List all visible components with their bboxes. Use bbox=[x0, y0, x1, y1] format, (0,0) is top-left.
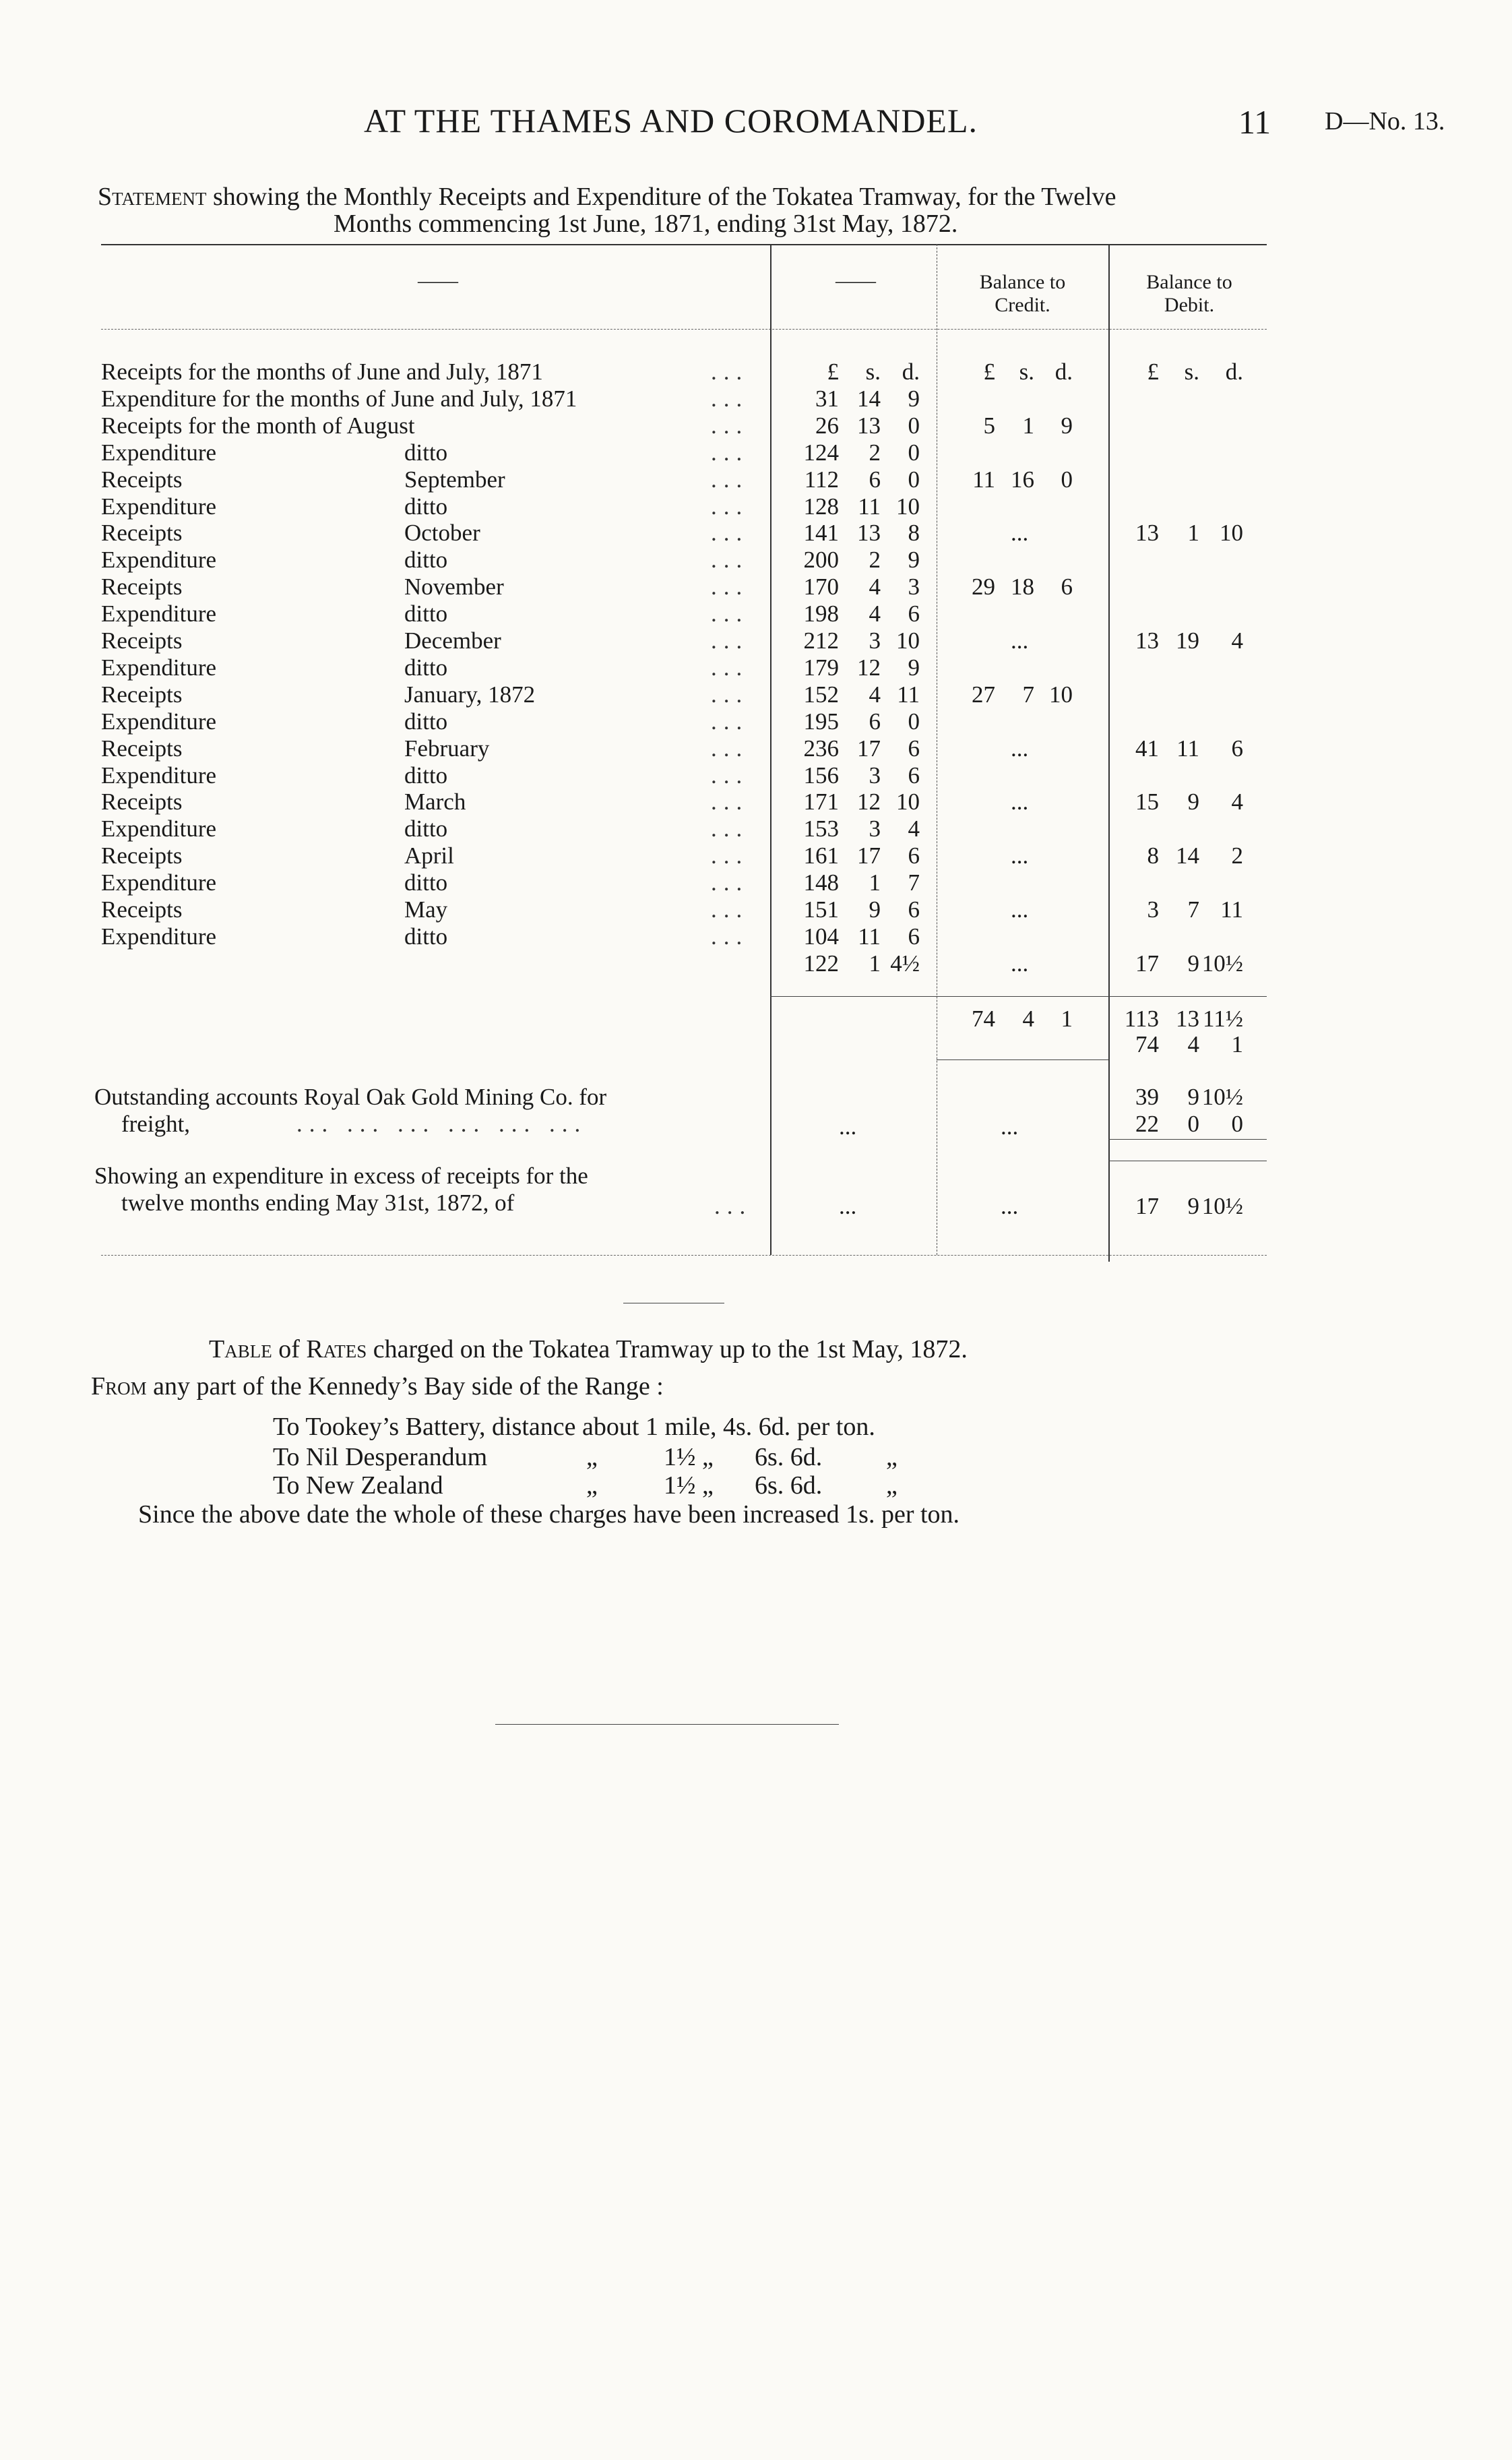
row-debit-shillings: 9 bbox=[1187, 789, 1199, 816]
total-debit-pence: 11½ bbox=[1203, 1006, 1243, 1032]
total-debit-less-pounds: 74 bbox=[1135, 1031, 1159, 1057]
row-debit-pence: 4 bbox=[1231, 789, 1243, 816]
row-credit-dots: ... bbox=[1011, 950, 1029, 977]
row-label: Expenditure bbox=[101, 869, 217, 896]
row-amount-pounds: 179 bbox=[803, 654, 839, 681]
row-amount-pence: 6 bbox=[908, 896, 920, 923]
row-month: ditto bbox=[404, 547, 448, 574]
row-label: Receipts bbox=[101, 627, 183, 654]
row-label: Receipts bbox=[101, 520, 183, 547]
row-credit-shillings: 16 bbox=[1011, 466, 1034, 493]
table-bottom-rule bbox=[101, 1255, 1267, 1256]
amount-unit-shillings: s. bbox=[865, 359, 881, 385]
row-amount-shillings: 3 bbox=[869, 762, 881, 789]
table-top-rule bbox=[101, 244, 1267, 245]
row-label: Receipts for the month of August bbox=[101, 412, 415, 439]
row-credit-dots: ... bbox=[1011, 842, 1029, 869]
row-leader-dots: ... bbox=[711, 520, 749, 547]
row-credit-shillings: 1 bbox=[1022, 412, 1034, 439]
row-debit-pounds: 15 bbox=[1135, 789, 1159, 816]
rates-from-text: any part of the Kennedy’s Bay side of the Range : bbox=[146, 1372, 664, 1401]
row-amount-pounds: 236 bbox=[803, 735, 839, 762]
rates-title bbox=[209, 1334, 968, 1364]
row-debit-pounds: 41 bbox=[1135, 735, 1159, 762]
row-amount-shillings: 13 bbox=[857, 520, 881, 547]
rates-title-lead: Table bbox=[209, 1335, 272, 1363]
rate-ditto-mark: „ bbox=[586, 1471, 598, 1500]
outstanding-debit2-pence: 0 bbox=[1231, 1111, 1243, 1137]
row-month: ditto bbox=[404, 493, 448, 520]
row-month: ditto bbox=[404, 708, 448, 735]
row-debit-pounds: 13 bbox=[1135, 627, 1159, 654]
row-label: Receipts bbox=[101, 681, 183, 708]
row-amount-pounds: 198 bbox=[803, 601, 839, 627]
row-amount-shillings: 12 bbox=[857, 654, 881, 681]
row-amount-shillings: 2 bbox=[869, 547, 881, 574]
row-label: Expenditure bbox=[101, 601, 217, 627]
row-leader-dots: ... bbox=[711, 842, 749, 869]
row-credit-pence: 0 bbox=[1061, 466, 1073, 493]
row-amount-pence: 9 bbox=[908, 654, 920, 681]
row-month: December bbox=[404, 627, 501, 654]
row-debit-pence: 10 bbox=[1220, 520, 1243, 547]
row-amount-shillings: 12 bbox=[857, 789, 881, 816]
row-month: March bbox=[404, 789, 466, 816]
row-amount-pounds: 153 bbox=[803, 816, 839, 842]
statement-caption bbox=[98, 182, 1116, 212]
row-month: ditto bbox=[404, 654, 448, 681]
rate-destination: To New Zealand bbox=[273, 1471, 443, 1500]
row-leader-dots: ... bbox=[711, 493, 749, 520]
row-amount-pounds: 104 bbox=[803, 923, 839, 950]
showing-amount-dots: ... bbox=[839, 1193, 857, 1219]
row-credit-dots: ... bbox=[1011, 627, 1029, 654]
row-amount-pounds: 161 bbox=[803, 842, 839, 869]
row-amount-shillings: 3 bbox=[869, 627, 881, 654]
outstanding-leader-dots: ... ... ... ... ... ... bbox=[296, 1111, 588, 1137]
row-month: ditto bbox=[404, 439, 448, 466]
rate-distance: 1½ „ bbox=[664, 1471, 714, 1500]
credit-unit-pounds: £ bbox=[983, 359, 995, 385]
debit-unit-pounds: £ bbox=[1147, 359, 1159, 385]
row-amount-pounds: 200 bbox=[803, 547, 839, 574]
page-number: 11 bbox=[1238, 103, 1271, 141]
row-amount-shillings: 17 bbox=[857, 735, 881, 762]
row-amount-pounds: 156 bbox=[803, 762, 839, 789]
row-amount-pounds: 26 bbox=[815, 412, 839, 439]
page-running-title: AT THE THAMES AND COROMANDEL. bbox=[364, 102, 978, 140]
credit-column-header bbox=[940, 271, 1105, 317]
credit-total-underline bbox=[937, 1059, 1108, 1060]
total-debit-shillings: 13 bbox=[1176, 1006, 1199, 1032]
rate-price: 6s. 6d. bbox=[755, 1443, 823, 1471]
row-debit-shillings: 7 bbox=[1187, 896, 1199, 923]
rates-title-of: of bbox=[272, 1335, 307, 1363]
total-debit-less-pence: 1 bbox=[1231, 1031, 1243, 1057]
row-amount-pence: 0 bbox=[908, 439, 920, 466]
row-debit-shillings: 14 bbox=[1176, 842, 1199, 869]
row-amount-shillings: 14 bbox=[857, 385, 881, 412]
outstanding-label-line2: freight, bbox=[121, 1111, 191, 1137]
outstanding-debit-pence: 10½ bbox=[1201, 1084, 1243, 1110]
row-amount-pence: 6 bbox=[908, 735, 920, 762]
outstanding-debit2-pounds: 22 bbox=[1135, 1111, 1159, 1137]
row-label: Expenditure bbox=[101, 816, 217, 842]
outstanding-debit-pounds: 39 bbox=[1135, 1084, 1159, 1110]
row-amount-pounds: 170 bbox=[803, 574, 839, 601]
row-leader-dots: ... bbox=[711, 681, 749, 708]
row-amount-pence: 9 bbox=[908, 385, 920, 412]
rates-from-line bbox=[91, 1372, 664, 1401]
row-month: May bbox=[404, 896, 448, 923]
row-amount-shillings: 4 bbox=[869, 574, 881, 601]
row-amount-shillings: 11 bbox=[858, 493, 881, 520]
amount-unit-pounds: £ bbox=[827, 359, 839, 385]
row-leader-dots: ... bbox=[711, 869, 749, 896]
row-leader-dots: ... bbox=[711, 547, 749, 574]
row-amount-shillings: 1 bbox=[869, 950, 881, 977]
total-credit-pence: 1 bbox=[1061, 1006, 1073, 1032]
document-reference: D—No. 13. bbox=[1325, 107, 1445, 135]
amount-column-rule bbox=[770, 244, 771, 1255]
row-amount-pounds: 141 bbox=[803, 520, 839, 547]
rates-title-rates: Rates bbox=[306, 1335, 367, 1363]
rates-from-lead: From bbox=[91, 1372, 147, 1401]
showing-debit-shillings: 9 bbox=[1187, 1193, 1199, 1219]
row-label: Receipts bbox=[101, 466, 183, 493]
row-amount-pence: 6 bbox=[908, 601, 920, 627]
row-debit-shillings: 9 bbox=[1187, 950, 1199, 977]
row-debit-pounds: 13 bbox=[1135, 520, 1159, 547]
outstanding-amount-dots: ... bbox=[839, 1113, 857, 1140]
row-amount-pounds: 128 bbox=[803, 493, 839, 520]
row-credit-dots: ... bbox=[1011, 789, 1029, 816]
outstanding-label: Outstanding accounts Royal Oak Gold Mining Co. for bbox=[94, 1084, 607, 1110]
row-amount-pence: 10 bbox=[896, 493, 920, 520]
row-amount-pounds: 148 bbox=[803, 869, 839, 896]
row-amount-pence: 6 bbox=[908, 923, 920, 950]
credit-header-line2: Credit. bbox=[995, 294, 1050, 316]
row-amount-pounds: 112 bbox=[804, 466, 839, 493]
rate-destination: To Nil Desperandum bbox=[273, 1443, 488, 1471]
debit-unit-shillings: s. bbox=[1184, 359, 1199, 385]
total-credit-shillings: 4 bbox=[1022, 1006, 1034, 1032]
row-credit-pounds: 29 bbox=[972, 574, 995, 601]
row-leader-dots: ... bbox=[711, 762, 749, 789]
row-debit-pence: 4 bbox=[1231, 627, 1243, 654]
row-leader-dots: ... bbox=[711, 627, 749, 654]
debit-header-line1: Balance to bbox=[1146, 271, 1232, 293]
row-label: Expenditure bbox=[101, 547, 217, 574]
row-credit-dots: ... bbox=[1011, 735, 1029, 762]
credit-header-line1: Balance to bbox=[979, 271, 1066, 293]
row-label: Receipts bbox=[101, 574, 183, 601]
rates-title-text: charged on the Tokatea Tramway up to the 1st May, 1872. bbox=[367, 1335, 968, 1363]
row-credit-pounds: 11 bbox=[972, 466, 995, 493]
row-amount-pence: 4½ bbox=[890, 950, 920, 977]
row-leader-dots: ... bbox=[711, 708, 749, 735]
row-leader-dots: ... bbox=[711, 789, 749, 816]
row-debit-pounds: 8 bbox=[1147, 842, 1159, 869]
row-amount-pence: 0 bbox=[908, 708, 920, 735]
row-amount-pence: 6 bbox=[908, 762, 920, 789]
row-month: ditto bbox=[404, 816, 448, 842]
outstanding-debit-shillings: 9 bbox=[1187, 1084, 1199, 1110]
row-amount-pence: 9 bbox=[908, 547, 920, 574]
row-label: Expenditure bbox=[101, 654, 217, 681]
row-amount-pence: 6 bbox=[908, 842, 920, 869]
row-label: Receipts bbox=[101, 735, 183, 762]
row-label: Receipts bbox=[101, 842, 183, 869]
row-debit-pence: 10½ bbox=[1201, 950, 1243, 977]
row-debit-shillings: 11 bbox=[1176, 735, 1199, 762]
row-label: Expenditure bbox=[101, 762, 217, 789]
row-amount-pounds: 151 bbox=[803, 896, 839, 923]
row-leader-dots: ... bbox=[711, 574, 749, 601]
row-amount-shillings: 3 bbox=[869, 816, 881, 842]
row-label: Receipts bbox=[101, 789, 183, 816]
row-leader-dots: ... bbox=[711, 359, 749, 385]
row-amount-shillings: 9 bbox=[869, 896, 881, 923]
row-amount-pence: 10 bbox=[896, 627, 920, 654]
row-amount-shillings: 4 bbox=[869, 601, 881, 627]
rate-distance: 1½ „ bbox=[664, 1443, 714, 1471]
row-credit-pounds: 5 bbox=[983, 412, 995, 439]
showing-label-line2: twelve months ending May 31st, 1872, of bbox=[121, 1190, 515, 1216]
row-leader-dots: ... bbox=[711, 385, 749, 412]
total-credit-pounds: 74 bbox=[972, 1006, 995, 1032]
row-amount-shillings: 17 bbox=[857, 842, 881, 869]
row-debit-pence: 11 bbox=[1220, 896, 1243, 923]
row-month: November bbox=[404, 574, 504, 601]
row-label: Expenditure bbox=[101, 708, 217, 735]
amount-column-header: —— bbox=[836, 270, 876, 292]
showing-label: Showing an expenditure in excess of receipts for the bbox=[94, 1163, 588, 1189]
row-credit-pence: 6 bbox=[1061, 574, 1073, 601]
row-amount-pence: 0 bbox=[908, 466, 920, 493]
row-leader-dots: ... bbox=[711, 896, 749, 923]
rate-ditto-tail: „ bbox=[886, 1471, 897, 1500]
row-label: Expenditure bbox=[101, 493, 217, 520]
row-debit-pounds: 3 bbox=[1147, 896, 1159, 923]
outstanding-debit2-shillings: 0 bbox=[1187, 1111, 1199, 1137]
rate-ditto-mark: „ bbox=[586, 1443, 598, 1471]
amount-unit-pence: d. bbox=[902, 359, 920, 385]
row-amount-pounds: 31 bbox=[815, 385, 839, 412]
row-credit-shillings: 7 bbox=[1022, 681, 1034, 708]
debit-column-header bbox=[1112, 271, 1267, 317]
row-leader-dots: ... bbox=[711, 735, 749, 762]
row-month: ditto bbox=[404, 601, 448, 627]
row-leader-dots: ... bbox=[711, 816, 749, 842]
description-column-header: —— bbox=[418, 270, 458, 292]
row-amount-pounds: 152 bbox=[803, 681, 839, 708]
row-month: ditto bbox=[404, 869, 448, 896]
outstanding-rule bbox=[1108, 1139, 1267, 1140]
rate-price: 6s. 6d. bbox=[755, 1471, 823, 1500]
row-month: April bbox=[404, 842, 454, 869]
end-rule bbox=[495, 1724, 839, 1725]
statement-caption-text: showing the Monthly Receipts and Expenditure of the Tokatea Tramway, for the Twelve bbox=[206, 183, 1116, 211]
row-debit-pence: 2 bbox=[1231, 842, 1243, 869]
showing-debit-pence: 10½ bbox=[1201, 1193, 1243, 1219]
row-leader-dots: ... bbox=[711, 439, 749, 466]
row-month: January, 1872 bbox=[404, 681, 536, 708]
statement-caption-line2: Months commencing 1st June, 1871, ending 31st May, 1872. bbox=[334, 210, 958, 238]
row-leader-dots: ... bbox=[711, 601, 749, 627]
credit-unit-pence: d. bbox=[1054, 359, 1073, 385]
rate-ditto-tail: „ bbox=[886, 1443, 897, 1471]
row-leader-dots: ... bbox=[711, 923, 749, 950]
row-amount-pence: 11 bbox=[897, 681, 920, 708]
row-amount-shillings: 6 bbox=[869, 466, 881, 493]
row-amount-pence: 4 bbox=[908, 816, 920, 842]
debit-header-line2: Debit. bbox=[1164, 294, 1215, 316]
row-label: Expenditure bbox=[101, 439, 217, 466]
row-label: Expenditure for the months of June and July, 1871 bbox=[101, 385, 577, 412]
showing-credit-dots: ... bbox=[1001, 1193, 1019, 1219]
row-amount-pence: 3 bbox=[908, 574, 920, 601]
row-month: February bbox=[404, 735, 490, 762]
row-debit-pounds: 17 bbox=[1135, 950, 1159, 977]
rates-note: Since the above date the whole of these charges have been increased 1s. per ton. bbox=[138, 1500, 960, 1529]
row-credit-pence: 10 bbox=[1049, 681, 1073, 708]
row-credit-shillings: 18 bbox=[1011, 574, 1034, 601]
row-label: Expenditure bbox=[101, 923, 217, 950]
row-amount-pounds: 171 bbox=[803, 789, 839, 816]
statement-caption-lead: Statement bbox=[98, 183, 207, 211]
row-amount-shillings: 6 bbox=[869, 708, 881, 735]
row-amount-shillings: 2 bbox=[869, 439, 881, 466]
outstanding-credit-dots: ... bbox=[1001, 1113, 1019, 1140]
header-bottom-rule bbox=[101, 329, 1267, 330]
row-amount-pounds: 124 bbox=[803, 439, 839, 466]
row-amount-shillings: 1 bbox=[869, 869, 881, 896]
row-amount-pence: 8 bbox=[908, 520, 920, 547]
row-month: ditto bbox=[404, 923, 448, 950]
row-leader-dots: ... bbox=[711, 412, 749, 439]
row-credit-pence: 9 bbox=[1061, 412, 1073, 439]
row-debit-shillings: 1 bbox=[1187, 520, 1199, 547]
showing-debit-pounds: 17 bbox=[1135, 1193, 1159, 1219]
total-debit-less-shillings: 4 bbox=[1187, 1031, 1199, 1057]
row-label: Receipts for the months of June and July, 1871 bbox=[101, 359, 543, 385]
row-month: ditto bbox=[404, 762, 448, 789]
debit-unit-pence: d. bbox=[1225, 359, 1243, 385]
row-debit-shillings: 19 bbox=[1176, 627, 1199, 654]
row-debit-pence: 6 bbox=[1231, 735, 1243, 762]
totals-rule bbox=[770, 996, 1267, 997]
row-amount-pounds: 195 bbox=[803, 708, 839, 735]
row-amount-pounds: 122 bbox=[803, 950, 839, 977]
row-leader-dots: ... bbox=[711, 466, 749, 493]
row-month: October bbox=[404, 520, 480, 547]
total-debit-pounds: 113 bbox=[1124, 1006, 1159, 1032]
row-credit-pounds: 27 bbox=[972, 681, 995, 708]
row-amount-pence: 0 bbox=[908, 412, 920, 439]
row-month: September bbox=[404, 466, 505, 493]
showing-leader-dots: ... bbox=[714, 1193, 753, 1219]
row-amount-pence: 10 bbox=[896, 789, 920, 816]
row-leader-dots: ... bbox=[711, 654, 749, 681]
row-amount-shillings: 11 bbox=[858, 923, 881, 950]
row-label: Receipts bbox=[101, 896, 183, 923]
rate-destination: To Tookey’s Battery, distance about 1 mile, 4s. 6d. per ton. bbox=[273, 1413, 875, 1441]
row-amount-shillings: 4 bbox=[869, 681, 881, 708]
row-amount-shillings: 13 bbox=[857, 412, 881, 439]
row-amount-pence: 7 bbox=[908, 869, 920, 896]
credit-unit-shillings: s. bbox=[1019, 359, 1034, 385]
row-credit-dots: ... bbox=[1011, 896, 1029, 923]
row-amount-pounds: 212 bbox=[803, 627, 839, 654]
row-credit-dots: ... bbox=[1011, 520, 1029, 547]
